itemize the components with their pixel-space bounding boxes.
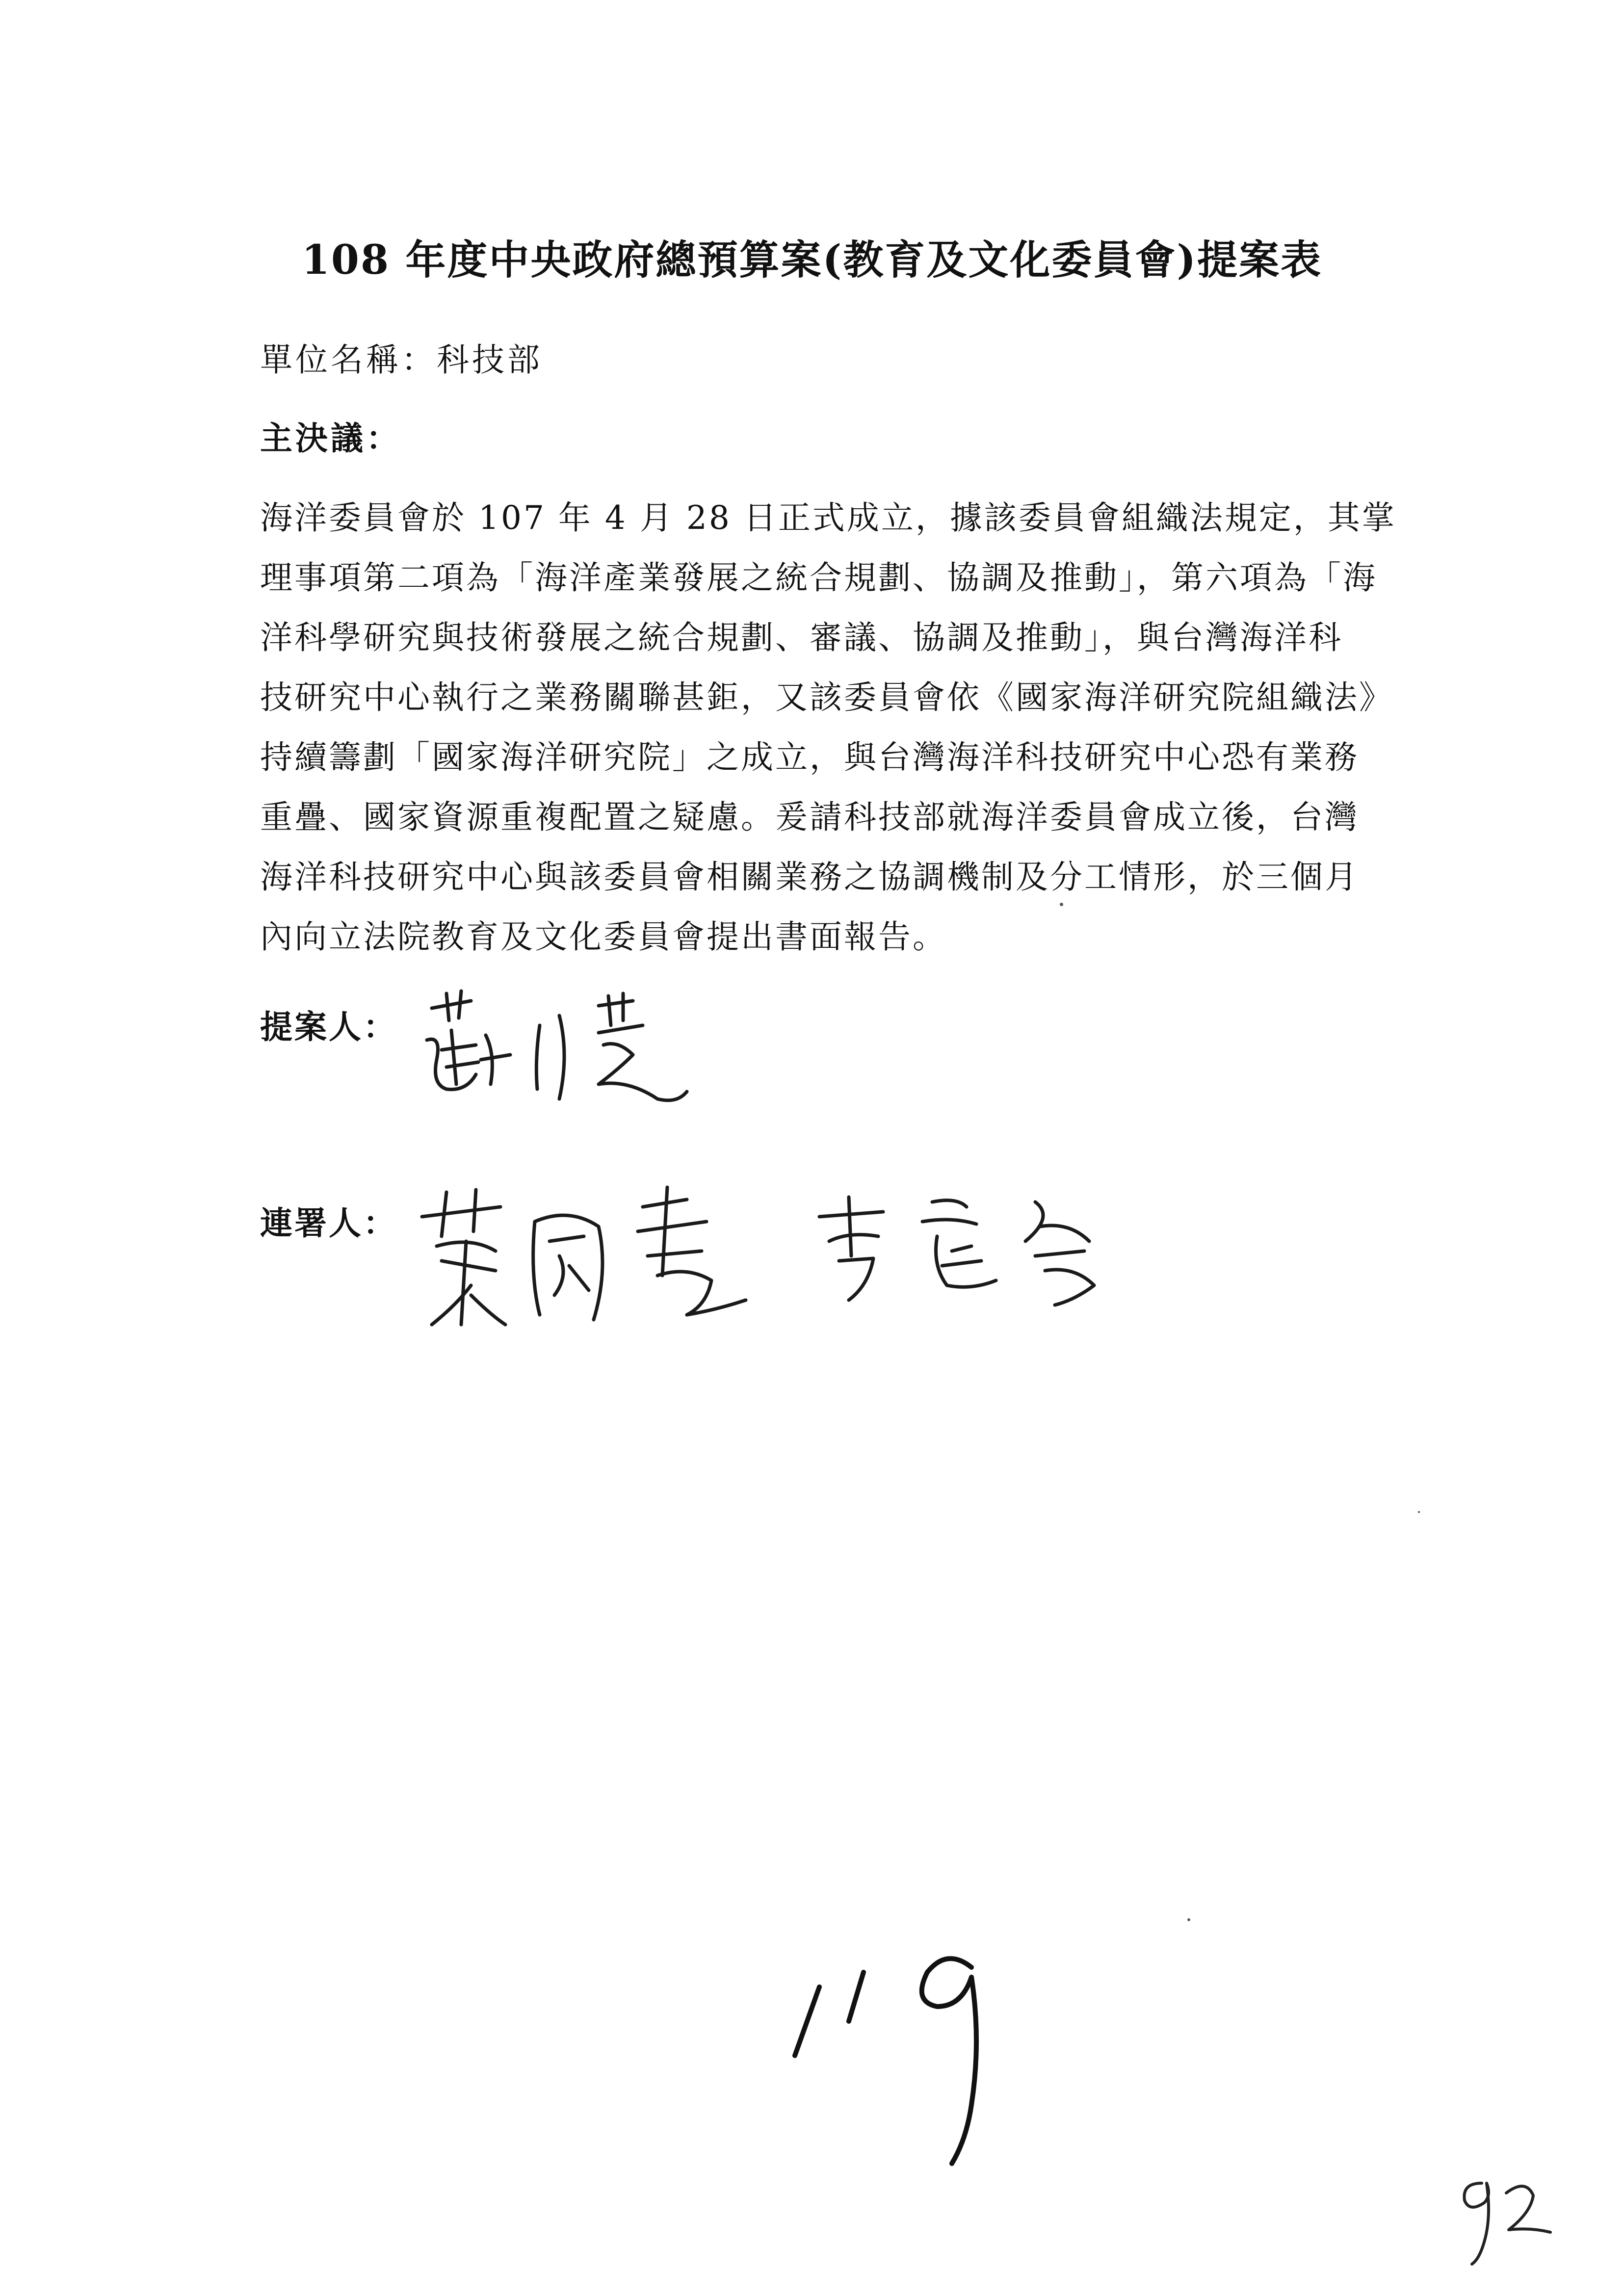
- cosigner-signature-1: [412, 1177, 765, 1334]
- unit-label: 單位名稱：: [260, 341, 437, 379]
- resolution-body: [260, 488, 1398, 967]
- scan-speck: [1060, 903, 1063, 906]
- proposer-signature: [412, 986, 716, 1114]
- cosigner-label: 連署人：: [260, 1204, 397, 1242]
- cosigner-signature-2: [810, 1187, 1114, 1315]
- scan-speck: [1187, 1918, 1190, 1921]
- handwritten-corner-number: [1452, 2168, 1560, 2269]
- body-line: 洋科學研究與技術發展之統合規劃、審議、協調及推動」，與台灣海洋科: [260, 619, 1343, 656]
- proposer-label: 提案人：: [260, 1008, 397, 1046]
- unit-line: [260, 334, 543, 380]
- body-line: 技研究中心執行之業務關聯甚鉅，又該委員會依《國家海洋研究院組織法》: [260, 678, 1393, 716]
- handwritten-page-number: [785, 1943, 1001, 2170]
- document-title: 108 年度中央政府總預算案(教育及文化委員會)提案表: [301, 236, 1323, 284]
- resolution-heading: 主決議：: [260, 419, 401, 457]
- body-line: 海洋委員會於 107 年 4 月 28 日正式成立，據該委員會組織法規定，其掌: [260, 499, 1396, 537]
- scan-speck: [1418, 1511, 1420, 1513]
- body-line: 內向立法院教育及文化委員會提出書面報告。: [260, 918, 947, 956]
- body-line: 海洋科技研究中心與該委員會相關業務之協調機制及分工情形，於三個月: [260, 858, 1359, 896]
- body-line: 重疊、國家資源重複配置之疑慮。爰請科技部就海洋委員會成立後，台灣: [260, 798, 1359, 836]
- body-line: 持續籌劃「國家海洋研究院」之成立，與台灣海洋科技研究中心恐有業務: [260, 738, 1359, 776]
- unit-name: 科技部: [437, 341, 543, 379]
- body-line: 理事項第二項為「海洋產業發展之統合規劃、協調及推動」，第六項為「海: [260, 559, 1377, 597]
